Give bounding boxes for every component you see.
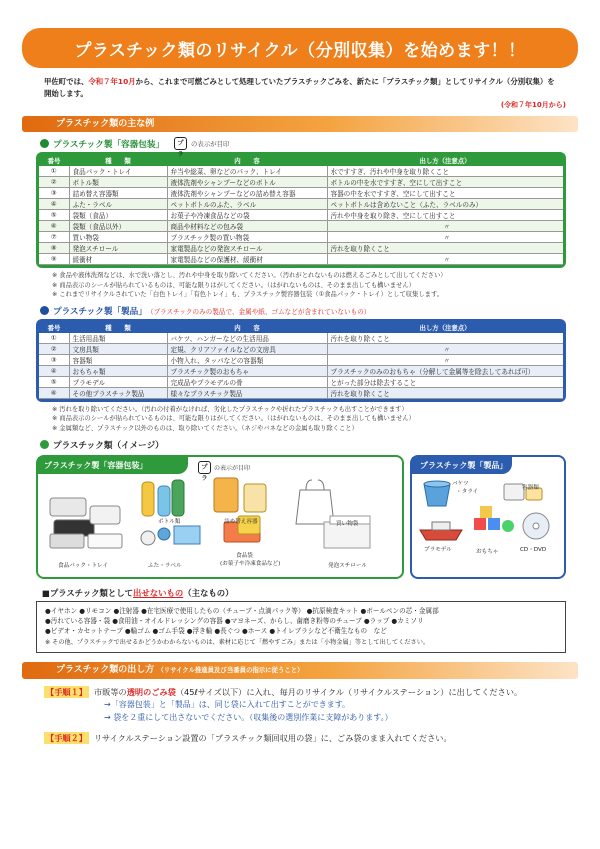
table-row <box>39 365 563 376</box>
table-header: 種 類 <box>69 155 167 166</box>
label-plamodel: プラモデル <box>424 546 452 553</box>
table-cell: 買い物袋 <box>69 232 167 243</box>
table-cell: 発泡スチロール <box>69 243 167 254</box>
table-cell: 〃 <box>327 221 563 232</box>
products-table-frame <box>36 319 566 402</box>
table-cell: 液体洗剤やシャンプーなどのボトル <box>167 177 327 188</box>
table-cell: 〃 <box>327 354 563 365</box>
products-title: プラスチック製「製品」 <box>53 306 147 317</box>
image-mark-note-text: の表示が目印 <box>214 464 251 472</box>
table-header: 番号 <box>39 322 69 333</box>
table-cell: ⑦ <box>39 232 69 243</box>
table-cell: 〃 <box>327 232 563 243</box>
step-1-tag: 【手順１】 <box>46 687 87 698</box>
mark-note: の表示が目印 <box>191 140 230 148</box>
images-row <box>36 455 578 579</box>
bullet-icon <box>40 306 49 315</box>
label-containers: 容器類 <box>522 484 539 491</box>
since-date: (令和７年10月から) <box>500 101 566 109</box>
table-row <box>39 243 563 254</box>
bucket-icon <box>424 481 450 506</box>
products-image-panel <box>410 455 566 579</box>
table-cell: プラモデル <box>69 376 167 387</box>
containers-table-frame <box>36 152 566 268</box>
step-2-tag: 【手順２】 <box>46 733 87 744</box>
label-styrofoam: 発泡スチロール <box>328 562 367 569</box>
table-row <box>39 210 563 221</box>
label-cd-dvd: CD・DVD <box>520 546 547 553</box>
table-cell: 文房具類 <box>69 343 167 354</box>
flyer-page <box>22 28 578 745</box>
cap-label-icon <box>141 526 200 545</box>
image-mark-note <box>198 461 251 482</box>
table-cell: ⑤ <box>39 376 69 387</box>
label-bucket: バケツ <box>452 480 469 487</box>
intro-post: から、これまで可燃ごみとして処理していたプラスチックごみを、新たに「プラスチック類」としてリサイクル（分別収集）を開始します。 <box>44 77 555 98</box>
ng-line: ●イヤホン ●リモコン ●注射器 ●在宅医療で使用したもの（チューブ・点滴パック等） ●抗原検査キット ●ボールペンの芯・金属部 <box>45 606 439 615</box>
table-row <box>39 387 563 398</box>
step-2 <box>44 732 566 745</box>
table-header: 出し方（注意点） <box>327 155 563 166</box>
ng-line: ●ビデオ・カセットテープ ●輪ゴム ●ゴム手袋 ●浮き輪 ●長ぐつ ●ホース ●トイレブラシなど不衛生なもの など <box>45 626 387 635</box>
table-cell: 袋類（食品以外） <box>69 221 167 232</box>
ng-title-post: （主なもの） <box>183 587 234 598</box>
step-1-red: 透明のごみ袋 <box>126 687 176 698</box>
products-notes <box>52 405 564 434</box>
label-food-bag: 食品袋 <box>236 552 253 559</box>
products-heading <box>40 305 578 317</box>
ng-line: ●汚れている容器・袋 ●食用油・オイルドレッシングの容器 ●マヨネーズ、からし、歯磨き粉等のチューブ ●ラップ ●カミソリ <box>45 616 424 625</box>
table-cell: 様々なプラスチック製品 <box>167 387 327 398</box>
table-cell: 〃 <box>327 254 563 265</box>
table-row <box>39 376 563 387</box>
model-ship-icon <box>420 522 462 540</box>
table-cell: ① <box>39 333 69 344</box>
step-1-b: （45ℓサイズ以下）に入れ、毎月のリサイクル（リサイクルステーション）に出してください。 <box>175 687 523 698</box>
table-cell: ④ <box>39 199 69 210</box>
table-cell: 汚れを取り除くこと <box>327 333 563 344</box>
table-cell: バケツ、ハンガーなどの生活用品 <box>167 333 327 344</box>
ng-title-pre: ■プラスチック類として <box>42 587 133 598</box>
toy-blocks-icon <box>474 506 514 532</box>
table-cell: 容器の中を水ですすぎ、空にして出すこと <box>327 188 563 199</box>
section-examples-title: プラスチック類の主な例 <box>22 116 578 132</box>
note-line: ※ 金属類など、プラスチック以外のものは、取り除いてください。（ネジやバネなどの金属も取り除くこと） <box>52 424 358 432</box>
table-cell: ボトルの中を水ですすぎ、空にして出すこと <box>327 177 563 188</box>
table-row <box>39 254 563 265</box>
table-cell: 家電製品などの保護材、緩衝材 <box>167 254 327 265</box>
table-header: 出し方（注意点） <box>327 322 563 333</box>
table-cell: ペットボトルは含めないこと（ふた、ラベルのみ） <box>327 199 563 210</box>
table-cell: 完成品やプラモデルの骨 <box>167 376 327 387</box>
table-cell: ペットボトルのふた、ラベル <box>167 199 327 210</box>
label-refill: 詰め替え容器 <box>224 518 258 525</box>
table-cell: 家電製品などの発泡スチロール <box>167 243 327 254</box>
ng-heading <box>42 587 578 599</box>
table-cell: ① <box>39 166 69 177</box>
containers-title: プラスチック製「容器包装」 <box>53 139 165 150</box>
table-row <box>39 199 563 210</box>
table-cell: 汚れを取り除くこと <box>327 243 563 254</box>
containers-heading <box>40 137 578 158</box>
table-cell: 生活用品類 <box>69 333 167 344</box>
containers-image-panel <box>36 455 404 579</box>
table-cell: 弁当や総菜、卵などのパック、トレイ <box>167 166 327 177</box>
table-cell: ③ <box>39 354 69 365</box>
table-cell: 容器類 <box>69 354 167 365</box>
table-row <box>39 177 563 188</box>
label-food-bag-sub: (お菓子や冷凍食品など) <box>220 560 281 567</box>
step-1 <box>44 686 566 699</box>
table-header: 種 類 <box>69 322 167 333</box>
products-illustration <box>412 476 563 576</box>
table-cell: おもちゃ類 <box>69 365 167 376</box>
table-cell: ② <box>39 343 69 354</box>
table-cell: 汚れを取り除くこと <box>327 387 563 398</box>
containers-notes <box>52 271 564 300</box>
step-1-sub-2: → 袋を２重にして出さないでください。（収集後の選別作業に支障があります。） <box>104 712 393 722</box>
table-cell: 袋類（食品） <box>69 210 167 221</box>
step-2-text: リサイクルステーション設置の「プラスチック類回収用の袋」に、ごみ袋のまま入れてください。 <box>93 733 452 744</box>
label-shopping-bag: 買い物袋 <box>336 520 359 527</box>
table-cell: その他プラスチック製品 <box>69 387 167 398</box>
table-cell: ふた・ラベル <box>69 199 167 210</box>
table-cell: ⑥ <box>39 221 69 232</box>
table-cell: 小物入れ、タッパなどの容器類 <box>167 354 327 365</box>
table-cell: ⑨ <box>39 254 69 265</box>
table-cell: ⑤ <box>39 210 69 221</box>
page-title: プラスチック類のリサイクル（分別収集）を始めます！！ <box>74 40 526 61</box>
note-line: ※ 商品表示のシールが貼られているものは、可能な限りはがしてください。（はがれないものは、そのまま出しても構いません） <box>52 281 415 289</box>
table-cell: 水ですすぎ、汚れや中身を取り除くこと <box>327 166 563 177</box>
table-row <box>39 354 563 365</box>
ng-box <box>36 601 566 654</box>
label-toys: おもちゃ <box>476 548 499 555</box>
table-cell: 詰め替え容器類 <box>69 188 167 199</box>
note-line: ※ 汚れを取り除いてください。（汚れの付着がなければ、劣化したプラスチックや折れたプラスチックも出すことができます） <box>52 405 408 413</box>
howto-sub: （リサイクル推進員及び当番員の指示に従うこと） <box>157 666 304 675</box>
products-table <box>39 322 563 399</box>
howto-steps <box>44 686 566 744</box>
products-image-title: プラスチック製「製品」 <box>412 457 512 474</box>
table-cell: ② <box>39 177 69 188</box>
table-cell: プラスチック製の買い物袋 <box>167 232 327 243</box>
intro-text <box>44 76 562 100</box>
table-header: 内 容 <box>167 322 327 333</box>
table-cell: 〃 <box>327 343 563 354</box>
table-row <box>39 343 563 354</box>
table-header: 内 容 <box>167 155 327 166</box>
table-cell: ⑧ <box>39 243 69 254</box>
intro-date: 令和７年10月 <box>88 77 136 86</box>
bottle-icon <box>142 480 184 516</box>
intro-pre: 甲佐町では、 <box>44 77 89 86</box>
ng-title-red: 出せないもの <box>133 587 184 598</box>
images-title: プラスチック類（イメージ） <box>53 440 164 451</box>
pura-mark-icon: プラ <box>198 461 211 474</box>
table-cell: お菓子や冷凍食品などの袋 <box>167 210 327 221</box>
table-cell: 商品や材料などの包み袋 <box>167 221 327 232</box>
howto-heading <box>22 662 578 679</box>
table-cell: 食品パック・トレイ <box>69 166 167 177</box>
bullet-icon <box>40 440 49 449</box>
table-cell: プラスチックのみのおもちゃ（分解して金属等を除去してあれば可） <box>327 365 563 376</box>
table-cell: ④ <box>39 365 69 376</box>
table-row <box>39 221 563 232</box>
table-header: 番号 <box>39 155 69 166</box>
table-row <box>39 166 563 177</box>
tray-icon <box>50 498 122 548</box>
table-row <box>39 188 563 199</box>
note-line: ※ 商品表示のシールが貼られているものは、可能な限りはがしてください。（はがれないものは、そのまま出しても構いません） <box>52 415 415 423</box>
title-banner <box>22 28 578 68</box>
howto-title: プラスチック類の出し方 <box>56 665 155 676</box>
step-1-text <box>94 686 522 699</box>
containers-image-title: プラスチック製「容器包装」 <box>38 457 188 474</box>
images-heading <box>40 439 578 451</box>
shopping-bag-icon <box>296 480 334 524</box>
label-trays: 食品パック・トレイ <box>58 562 109 569</box>
cd-dvd-icon <box>523 513 549 539</box>
table-cell: プラスチック製のおもちゃ <box>167 365 327 376</box>
ng-foot-note: ※ その他、プラスチックで出せるかどうかわからないものは、素材に応じて「燃やすごみ」または「小物金属」等として出してください。 <box>45 639 430 647</box>
note-line: ※ 食品や液体洗剤などは、水で洗い落とし、汚れや中身を取り除いてください。（汚れがとれないものは燃えるごみとして出してください） <box>52 272 447 279</box>
refill-pack-icon <box>214 478 266 512</box>
label-bottles: ボトル類 <box>158 518 181 525</box>
pura-mark-icon: プラ <box>174 137 187 150</box>
table-cell: ⑥ <box>39 387 69 398</box>
table-row <box>39 333 563 344</box>
bullet-icon <box>40 139 49 148</box>
table-cell: とがった部分は除去すること <box>327 376 563 387</box>
table-cell: ボトル類 <box>69 177 167 188</box>
table-cell: 汚れや中身を取り除き、空にして出すこと <box>327 210 563 221</box>
step-1-a: 市販等の <box>93 687 127 698</box>
table-cell: 液体洗剤やシャンプーなどの詰め替え容器 <box>167 188 327 199</box>
step-1-sub-1: →「容器包装」と「製品」は、同じ袋に入れて出すことができます。 <box>104 699 351 709</box>
label-caps: ふた・ラベル <box>148 562 182 569</box>
label-basin: ・タライ <box>456 488 479 495</box>
table-cell: 緩衝材 <box>69 254 167 265</box>
containers-table <box>39 155 563 265</box>
note-line: ※ これまでリサイクルされていた「白色トレイ」「有色トレイ」も、プラスチック製容器包装（①食品パック・トレイ）として収集します。 <box>52 291 444 299</box>
table-cell: 定規、クリアファイルなどの文房具 <box>167 343 327 354</box>
table-row <box>39 232 563 243</box>
table-cell: ③ <box>39 188 69 199</box>
products-note: （プラスチックのみの製品で、金属や紙、ゴムなどが含まれていないもの） <box>146 307 371 316</box>
